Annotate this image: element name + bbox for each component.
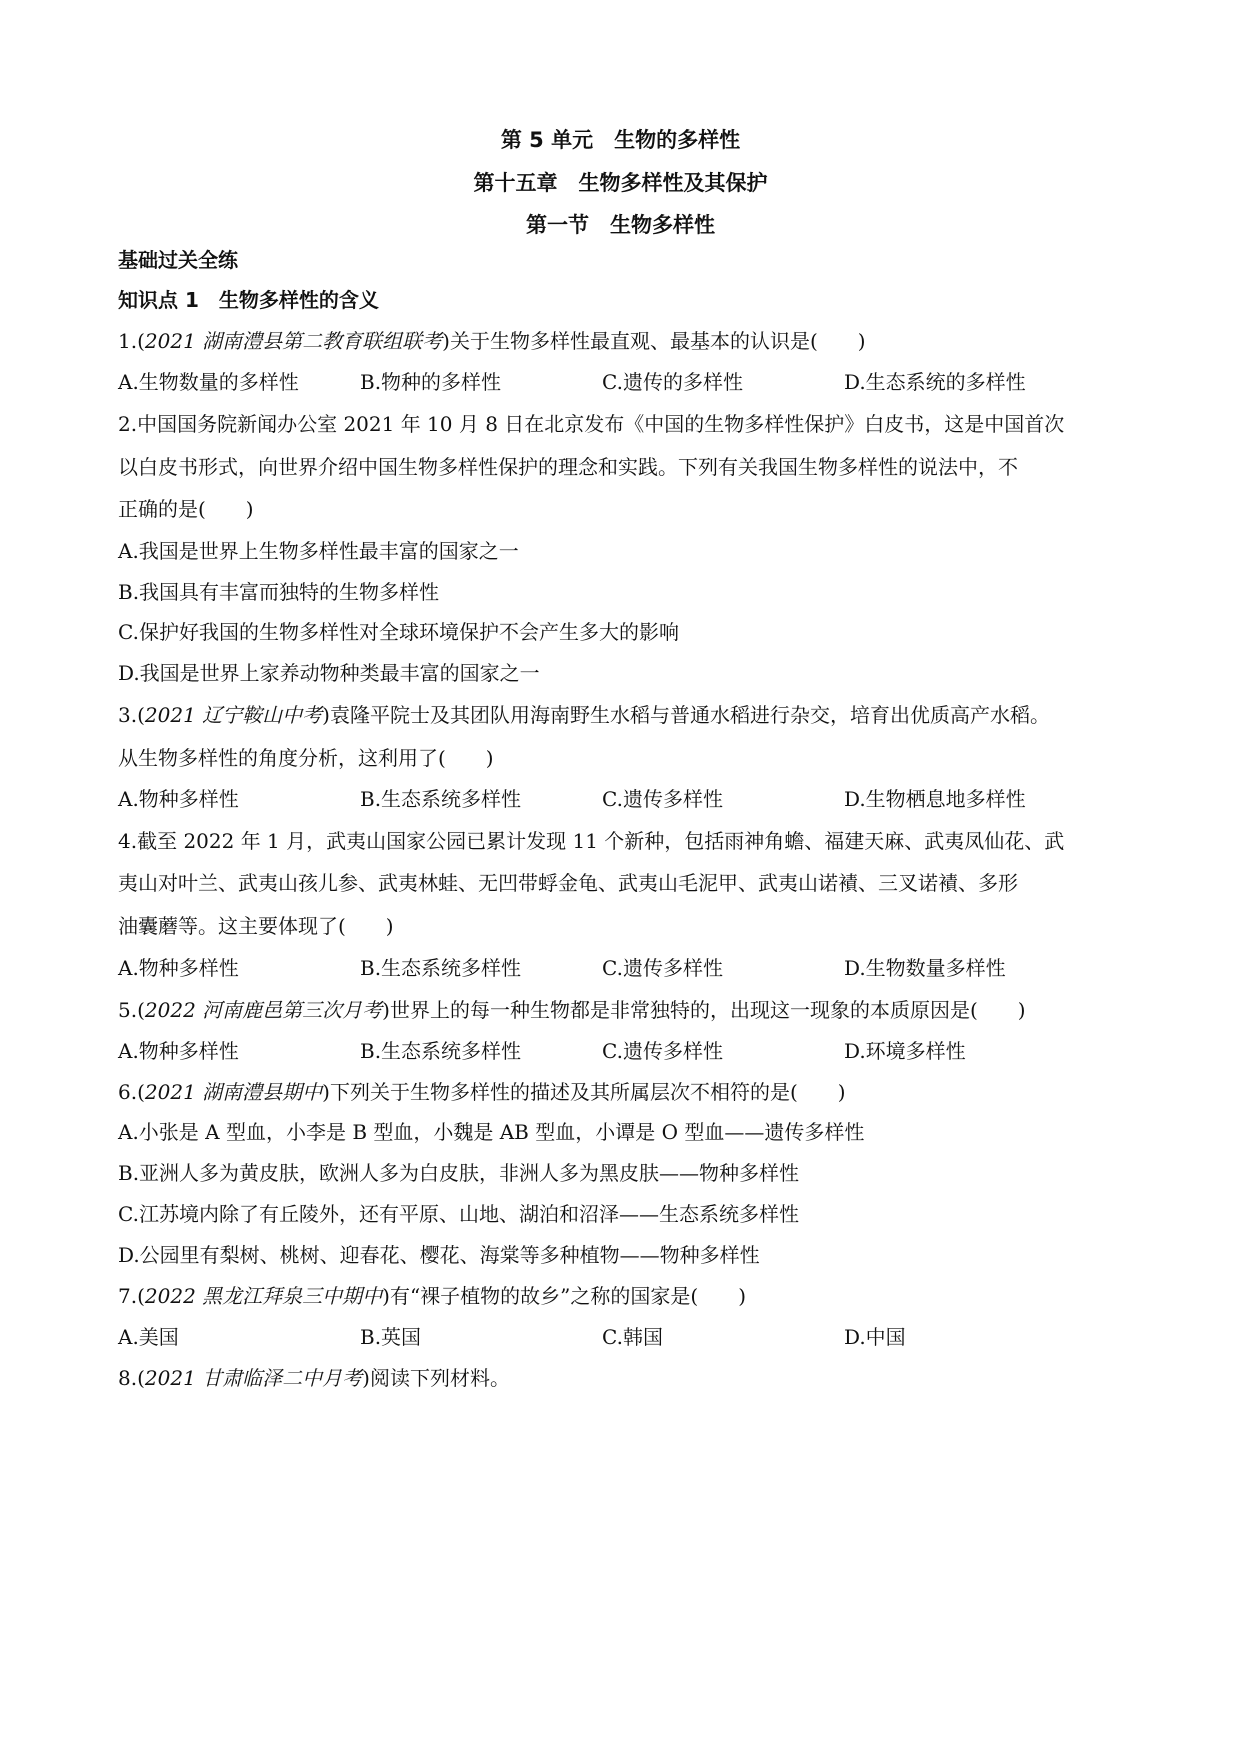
- unit-title: 第 5 单元 生物的多样性: [500, 128, 741, 152]
- question-3-stem: [118, 705, 1050, 725]
- question-6-option-d: D.公园里有梨树、桃树、迎春花、樱花、海棠等多种植物——物种多样性: [118, 1243, 760, 1267]
- question-1-option-a: A.生物数量的多样性: [118, 370, 299, 394]
- question-6-source: 2021 湖南澧县期中: [144, 1080, 323, 1104]
- question-7-option-a: A.美国: [118, 1325, 179, 1349]
- question-5-option-a: A.物种多样性: [118, 1039, 239, 1063]
- question-6-text: )下列关于生物多样性的描述及其所属层次不相符的是( ): [322, 1080, 846, 1104]
- question-5-option-b: B.生态系统多样性: [360, 1039, 522, 1063]
- question-1-source: 2021 湖南澧县第二教育联组联考: [144, 329, 443, 353]
- question-7-options: [118, 1327, 1118, 1351]
- question-7-option-d: D.中国: [844, 1325, 906, 1349]
- question-3-option-c: C.遗传多样性: [602, 787, 723, 811]
- question-2-option-a: A.我国是世界上生物多样性最丰富的国家之一: [118, 539, 519, 563]
- question-3-option-a: A.物种多样性: [118, 787, 239, 811]
- question-7-number: 7.(: [118, 1284, 145, 1308]
- question-3-option-b: B.生态系统多样性: [360, 787, 522, 811]
- question-5-text: )世界上的每一种生物都是非常独特的，出现这一现象的本质原因是( ): [382, 998, 1026, 1022]
- question-4-line-2: 夷山对叶兰、武夷山孩儿参、武夷林蛙、无凹带蜉金龟、武夷山毛泥甲、武夷山诺襀、三叉诺襀、多形: [118, 871, 1018, 895]
- question-3-number: 3.(: [118, 703, 145, 727]
- question-2-option-d: D.我国是世界上家养动物种类最丰富的国家之一: [118, 661, 540, 685]
- question-6-number: 6.(: [118, 1080, 145, 1104]
- question-6-option-a: A.小张是 A 型血，小李是 B 型血，小魏是 AB 型血，小谭是 O 型血——遗传多样性: [118, 1120, 865, 1144]
- question-2-option-b: B.我国具有丰富而独特的生物多样性: [118, 580, 440, 604]
- question-4-option-c: C.遗传多样性: [602, 956, 723, 980]
- question-2-line-3: 正确的是( ): [118, 497, 254, 521]
- question-4-line-1: 4.截至 2022 年 1 月，武夷山国家公园已累计发现 11 个新种，包括雨神角蟾、福建天麻、武夷凤仙花、武: [118, 829, 1065, 853]
- question-7-option-b: B.英国: [360, 1325, 422, 1349]
- question-5-source: 2022 河南鹿邑第三次月考: [144, 998, 383, 1022]
- question-5-stem: [118, 1000, 1026, 1020]
- question-5-number: 5.(: [118, 998, 145, 1022]
- question-3-line-2: 从生物多样性的角度分析，这利用了( ): [118, 746, 494, 770]
- question-7-source: 2022 黑龙江拜泉三中期中: [144, 1284, 383, 1308]
- question-3-source: 2021 辽宁鞍山中考: [144, 703, 323, 727]
- question-4-option-d: D.生物数量多样性: [844, 956, 1006, 980]
- question-5-option-c: C.遗传多样性: [602, 1039, 723, 1063]
- question-8-stem: [118, 1368, 510, 1388]
- question-8-source: 2021 甘肃临泽二中月考: [144, 1366, 363, 1390]
- question-1-number: 1.(: [118, 329, 145, 353]
- question-8-text: )阅读下列材料。: [362, 1366, 510, 1390]
- question-5-options: [118, 1041, 1118, 1065]
- question-4-line-3: 油囊蘑等。这主要体现了( ): [118, 914, 394, 938]
- question-3-options: [118, 789, 1118, 813]
- question-6-option-b: B.亚洲人多为黄皮肤，欧洲人多为白皮肤，非洲人多为黑皮肤——物种多样性: [118, 1161, 800, 1185]
- question-1-options: [118, 372, 1118, 396]
- question-7-option-c: C.韩国: [602, 1325, 663, 1349]
- question-4-option-b: B.生态系统多样性: [360, 956, 522, 980]
- question-2-option-c: C.保护好我国的生物多样性对全球环境保护不会产生多大的影响: [118, 620, 679, 644]
- practice-heading: 基础过关全练: [118, 248, 238, 272]
- question-1-stem: [118, 331, 866, 351]
- chapter-title: 第十五章 生物多样性及其保护: [473, 171, 768, 195]
- question-3-option-d: D.生物栖息地多样性: [844, 787, 1026, 811]
- question-3-text: )袁隆平院士及其团队用海南野生水稻与普通水稻进行杂交，培育出优质高产水稻。: [322, 703, 1050, 727]
- question-2-line-2: 以白皮书形式，向世界介绍中国生物多样性保护的理念和实践。下列有关我国生物多样性的说法中，不: [118, 455, 1018, 479]
- question-5-option-d: D.环境多样性: [844, 1039, 966, 1063]
- question-7-stem: [118, 1286, 746, 1306]
- question-8-number: 8.(: [118, 1366, 145, 1390]
- question-2-line-1: 2.中国国务院新闻办公室 2021 年 10 月 8 日在北京发布《中国的生物多样性保护》白皮书，这是中国首次: [118, 412, 1065, 436]
- question-4-options: [118, 958, 1118, 982]
- question-7-text: )有“裸子植物的故乡”之称的国家是( ): [382, 1284, 747, 1308]
- section-title: 第一节 生物多样性: [526, 213, 715, 237]
- question-1-text: )关于生物多样性最直观、最基本的认识是( ): [442, 329, 866, 353]
- knowledge-point-heading: 知识点 1 生物多样性的含义: [118, 288, 379, 312]
- question-1-option-d: D.生态系统的多样性: [844, 370, 1026, 394]
- question-4-option-a: A.物种多样性: [118, 956, 239, 980]
- question-1-option-b: B.物种的多样性: [360, 370, 502, 394]
- question-6-option-c: C.江苏境内除了有丘陵外，还有平原、山地、湖泊和沼泽——生态系统多样性: [118, 1202, 799, 1226]
- question-6-stem: [118, 1082, 846, 1102]
- question-1-option-c: C.遗传的多样性: [602, 370, 743, 394]
